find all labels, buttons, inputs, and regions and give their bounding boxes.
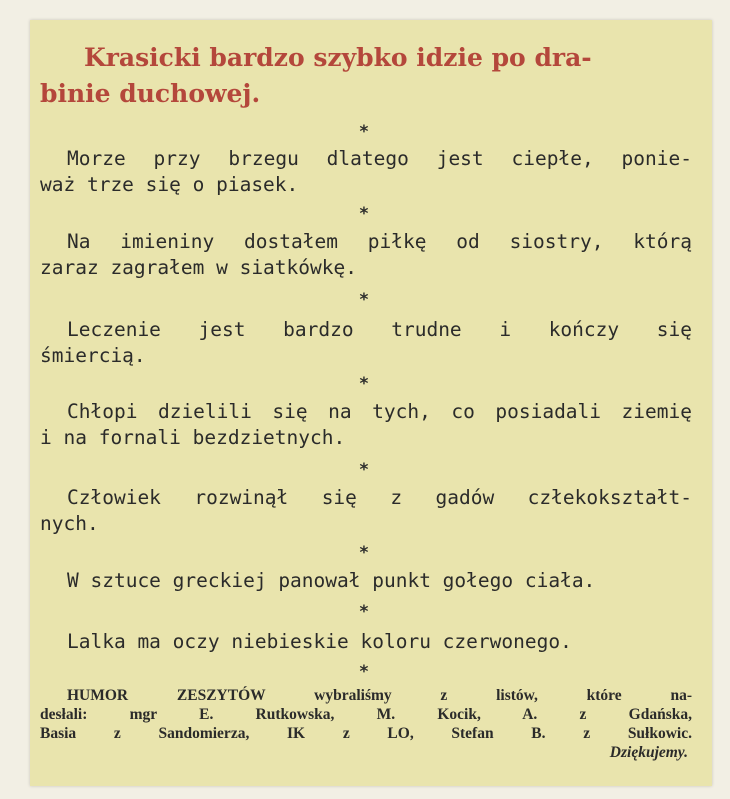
joke-3-line-1: Leczenie jest bardzo trudne i kończy się	[67, 318, 692, 341]
joke-3-line-2: śmiercią.	[40, 344, 146, 367]
joke-4-line-1: Chłopi dzielili się na tych, co posiadali ziemię	[67, 400, 692, 423]
joke-5-line-2: nych.	[40, 512, 99, 535]
joke-1	[40, 146, 692, 198]
asterisk-separator: *	[359, 374, 369, 394]
credits-line-2: desłali: mgr E. Rutkowska, M. Kocik, A. z Gdańska,	[40, 706, 692, 723]
asterisk-separator: *	[359, 662, 369, 682]
joke-7-line-1: Lalka ma oczy niebieskie koloru czerwonego.	[67, 630, 572, 653]
asterisk-separator: *	[359, 602, 369, 622]
headline-joke	[40, 40, 690, 112]
credits-line-3: Basia z Sandomierza, IK z LO, Stefan B. z Sułkowic.	[40, 725, 692, 742]
headline-line-2: binie duchowej.	[40, 79, 261, 108]
credits-thanks: Dziękujemy.	[609, 744, 688, 761]
asterisk-separator: *	[359, 122, 369, 142]
joke-4	[40, 399, 692, 451]
joke-6	[40, 568, 692, 594]
credits	[40, 686, 692, 762]
credits-line-1: HUMOR ZESZYTÓW wybraliśmy z listów, które na-	[67, 687, 692, 704]
joke-7	[40, 629, 692, 655]
asterisk-separator: *	[359, 204, 369, 224]
asterisk-separator: *	[359, 290, 369, 310]
joke-6-line-1: W sztuce greckiej panował punkt gołego ciała.	[67, 569, 596, 592]
headline-line-1: Krasicki bardzo szybko idzie po dra-	[84, 43, 592, 72]
joke-3	[40, 317, 692, 369]
joke-1-line-1: Morze przy brzegu dlatego jest ciepłe, ponie-	[67, 147, 692, 170]
joke-2-line-2: zaraz zagrałem w siatkówkę.	[40, 256, 357, 279]
joke-5	[40, 485, 692, 537]
joke-4-line-2: i na fornali bezdzietnych.	[40, 426, 346, 449]
joke-2-line-1: Na imieniny dostałem piłkę od siostry, którą	[67, 230, 692, 253]
joke-2	[40, 229, 692, 281]
joke-5-line-1: Człowiek rozwinął się z gadów człekokształt-	[67, 486, 692, 509]
asterisk-separator: *	[359, 460, 369, 480]
asterisk-separator: *	[359, 543, 369, 563]
joke-1-line-2: waż trze się o piasek.	[40, 173, 299, 196]
